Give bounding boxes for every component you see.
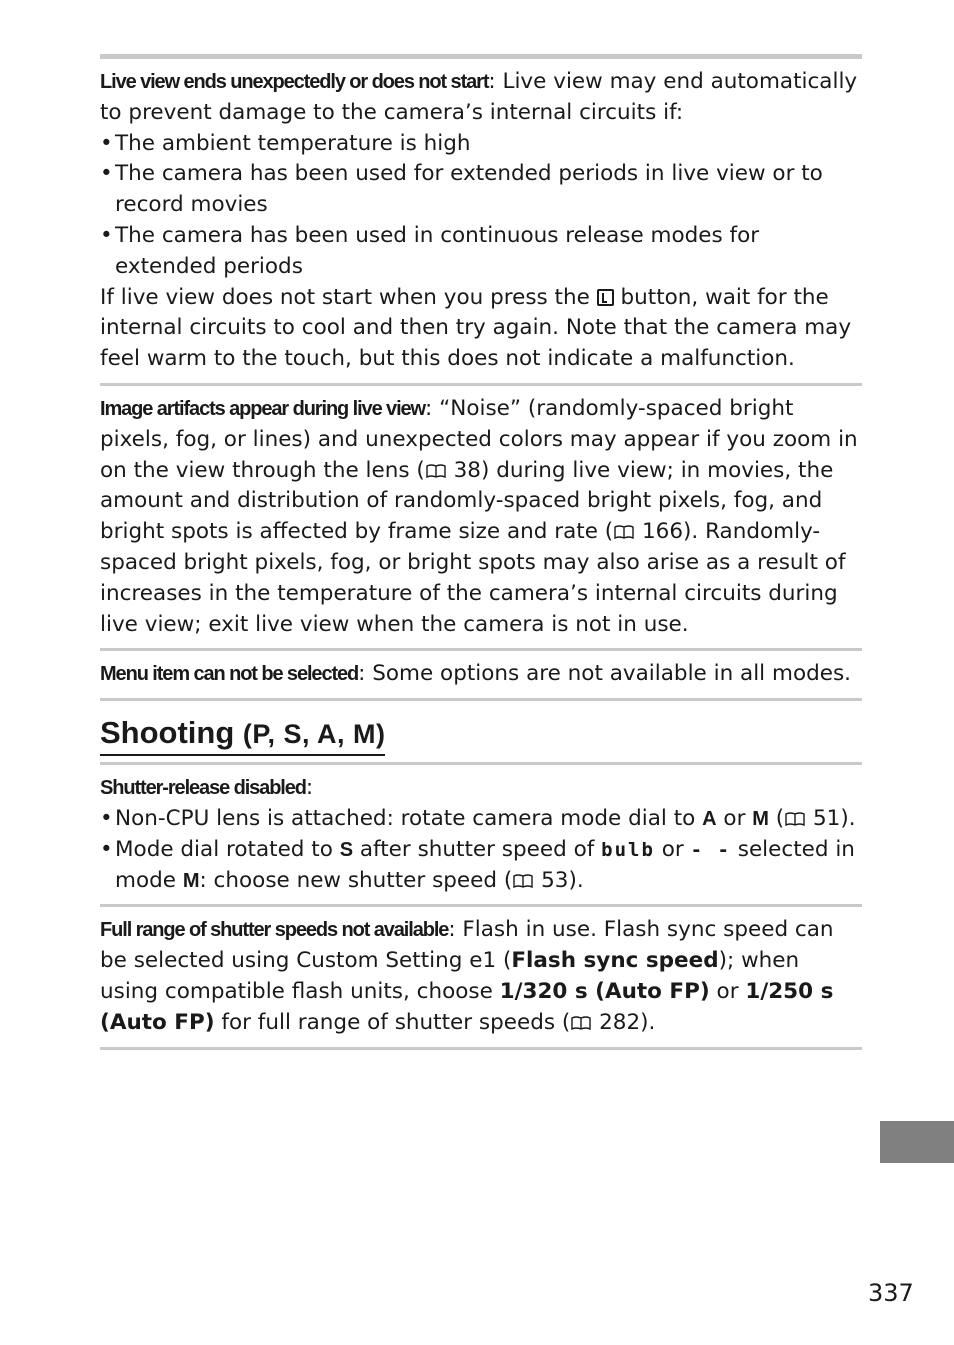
text: or [709, 978, 746, 1004]
chapter-tab [880, 1121, 954, 1163]
book-reference-icon [784, 812, 806, 826]
page-ref: 282 [592, 1009, 641, 1035]
term-full-range: Full range of shutter speeds not available [100, 919, 449, 942]
text: ). [640, 1009, 656, 1035]
section-modes: (P, S, A, M) [242, 719, 386, 750]
text: ). Randomly-spaced bright pixels, fog, or bright spots may also arise as a result of increases in the temperature of the camera’s internal circuits during live view; exit live view when the camera is not in use. [100, 519, 846, 637]
text-live-view-after-a: If live view does not start when you press the [100, 284, 597, 310]
text: or [654, 836, 691, 862]
page-ref: 51 [806, 805, 841, 831]
text: : “Noise” (randomly-spaced bright pixels, fog, or lines) and unexpected colors may appear if you zoom in on the view through the lens ( [100, 395, 858, 483]
mode-letter: A [702, 807, 717, 830]
section-heading [100, 701, 862, 762]
page-ref: 166 [635, 519, 684, 545]
term-image-artifacts: Image artifacts appear during live view [100, 397, 426, 420]
term-shutter-release: Shutter-release disabled [100, 777, 306, 800]
text-live-view-intro: : Live view may end automatically to prevent damage to the camera’s internal circuits if: [100, 69, 858, 125]
text: ); when using compatible flash units, choose [100, 948, 800, 1004]
list-item [100, 835, 862, 897]
text: ) during live view; in movies, the amount and distribution of randomly-spaced bright pixels, fog, and bright spots is affected by frame size and rate ( [100, 457, 834, 545]
page-ref: 53 [534, 867, 569, 893]
book-reference-icon [570, 1016, 592, 1030]
mode-letter: M [752, 807, 769, 830]
text: : Flash in use. Flash sync speed can be selected using Custom Setting e1 ( [100, 917, 834, 974]
page-ref: 38 [446, 457, 481, 483]
text: selected in mode [115, 836, 855, 893]
text-live-view-after-b: button, wait for the internal circuits to cool and then try again. Note that the camera may feel warm to the touch, but this does not indicate a malfunction. [100, 284, 852, 372]
time-display: - - [690, 838, 731, 861]
text: for full range of shutter speeds ( [214, 1009, 571, 1035]
entry-shutter-release [100, 765, 862, 904]
text: ). [840, 805, 856, 831]
text: Mode dial rotated to [115, 836, 340, 862]
divider [100, 1047, 862, 1050]
entry-menu-item [100, 651, 862, 698]
option-name: 1/320 s (Auto FP) [499, 978, 710, 1004]
entry-full-range [100, 907, 862, 1046]
mode-letter: S [339, 838, 354, 861]
text: ( [768, 805, 785, 831]
text: or [716, 805, 753, 831]
term-menu-item: Menu item can not be selected [100, 663, 359, 686]
entry-shutter-release-term [100, 773, 862, 804]
text: : Some options are not available in all modes. [358, 661, 852, 687]
entry-live-view-intro [100, 67, 862, 129]
live-view-button-icon [597, 289, 614, 306]
option-name: 1/250 s (Auto FP) [100, 978, 834, 1035]
page-number: 337 [868, 1279, 914, 1307]
page-title [100, 713, 385, 756]
list-item [100, 804, 862, 835]
book-reference-icon [613, 525, 635, 539]
list-item: • The camera has been used for extended periods in live view or to record movies [100, 159, 862, 221]
book-reference-icon [425, 464, 447, 478]
entry-image-artifacts [100, 386, 862, 648]
setting-name: Flash sync speed [511, 948, 719, 974]
text: : choose new shutter speed ( [199, 867, 513, 893]
list-item: • The camera has been used in continuous release modes for extended periods [100, 221, 862, 283]
book-reference-icon [512, 874, 534, 888]
text: Non-CPU lens is attached: rotate camera mode dial to [115, 805, 703, 831]
entry-live-view-after [100, 283, 862, 375]
term-live-view: Live view ends unexpectedly or does not start [100, 71, 489, 93]
text: ). [568, 867, 584, 893]
mode-letter: M [182, 869, 200, 892]
text: : [305, 775, 314, 801]
text: after shutter speed of [353, 836, 602, 862]
bulb-display: bulb [601, 838, 655, 861]
section-title: Shooting [100, 715, 235, 751]
page-content [100, 54, 862, 1050]
list-item: • The ambient temperature is high [100, 129, 862, 160]
entry-live-view [100, 59, 862, 383]
